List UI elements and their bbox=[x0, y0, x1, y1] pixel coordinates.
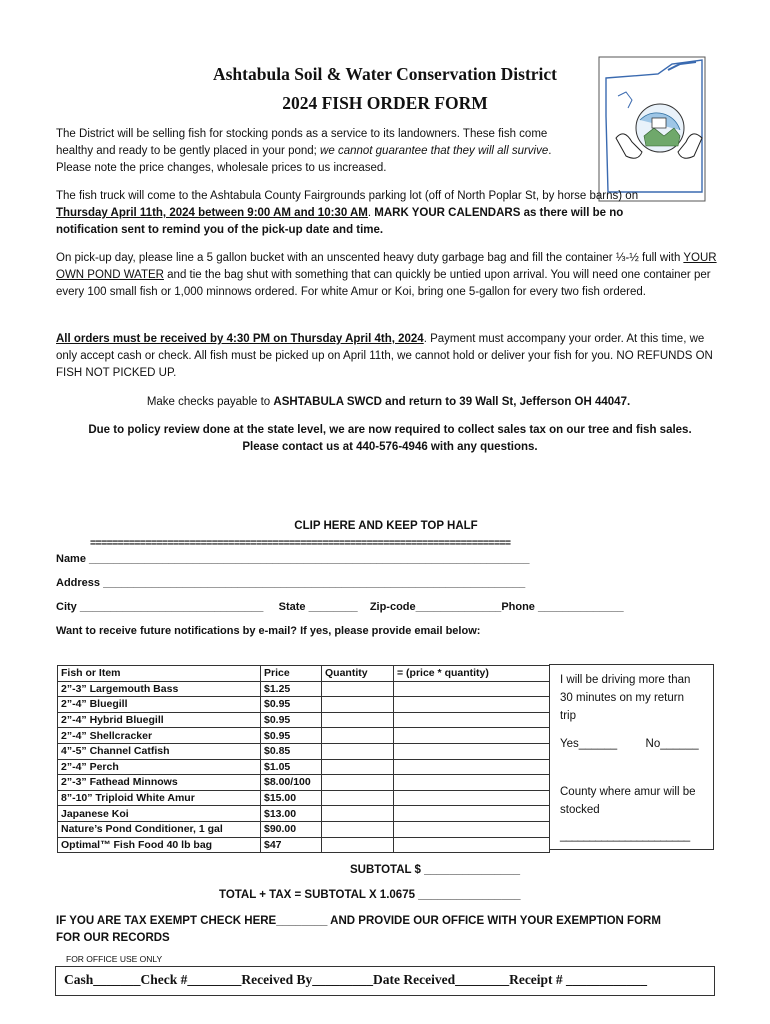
quantity-cell[interactable] bbox=[322, 759, 394, 775]
page-title: Ashtabula Soil & Water Conservation District bbox=[212, 64, 557, 84]
form-title: 2024 FISH ORDER FORM bbox=[282, 93, 488, 113]
quantity-cell[interactable] bbox=[322, 821, 394, 837]
col-header-quantity: Quantity bbox=[322, 666, 394, 682]
item-cell: 2”-3” Largemouth Bass bbox=[58, 681, 261, 697]
city-state-zip-phone-row bbox=[56, 601, 624, 613]
total-cell[interactable] bbox=[394, 821, 550, 837]
quantity-cell[interactable] bbox=[322, 790, 394, 806]
email-prompt: Want to receive future notifications by e-mail? If yes, please provide email below: bbox=[56, 625, 481, 637]
state-label: State bbox=[278, 601, 306, 613]
table-row bbox=[58, 743, 550, 759]
price-cell: $47 bbox=[261, 837, 322, 853]
price-cell: $15.00 bbox=[261, 790, 322, 806]
yes-field[interactable]: Yes______ bbox=[560, 738, 618, 750]
zip-field[interactable]: ______________ bbox=[415, 601, 502, 613]
item-cell: Nature’s Pond Conditioner, 1 gal bbox=[58, 821, 261, 837]
name-field[interactable]: Name ________________________________________________________________________ bbox=[56, 553, 530, 565]
phone-label: Phone bbox=[501, 601, 535, 613]
quantity-cell[interactable] bbox=[322, 728, 394, 744]
county-field[interactable]: ______________________ bbox=[560, 830, 690, 842]
item-cell: Japanese Koi bbox=[58, 806, 261, 822]
office-use-label: FOR OFFICE USE ONLY bbox=[66, 954, 163, 964]
total-cell[interactable] bbox=[394, 759, 550, 775]
item-cell: 4”-5” Channel Catfish bbox=[58, 743, 261, 759]
clip-label: CLIP HERE AND KEEP TOP HALF bbox=[294, 520, 478, 532]
county-label: County where amur will be stocked bbox=[560, 786, 696, 816]
subtotal-field[interactable]: SUBTOTAL $ _______________ bbox=[350, 864, 521, 876]
table-row bbox=[58, 712, 550, 728]
intro-paragraph-3: On pick-up day, please line a 5 gallon bucket with an unscented heavy duty garbage bag and fill the container ⅓-½ full with YOUR OWN POND WATER and tie the bag shut with something that can quickly be untied upon arrival. You will need one container per every 100 small fish or 1,000 minnows ordered. For white Amur or Koi, bring one 5-gallon for every two fish ordered. bbox=[56, 252, 717, 298]
total-cell[interactable] bbox=[394, 775, 550, 791]
price-cell: $0.95 bbox=[261, 697, 322, 713]
price-cell: $13.00 bbox=[261, 806, 322, 822]
table-row bbox=[58, 728, 550, 744]
yes-no-row bbox=[560, 735, 703, 753]
table-row bbox=[58, 681, 550, 697]
quantity-cell[interactable] bbox=[322, 743, 394, 759]
district-logo-icon bbox=[598, 56, 706, 202]
item-cell: 2”-4” Shellcracker bbox=[58, 728, 261, 744]
table-row bbox=[58, 821, 550, 837]
quantity-cell[interactable] bbox=[322, 806, 394, 822]
total-cell[interactable] bbox=[394, 806, 550, 822]
item-cell: Optimal™ Fish Food 40 lb bag bbox=[58, 837, 261, 853]
col-header-total: = (price * quantity) bbox=[394, 666, 550, 682]
total-cell[interactable] bbox=[394, 837, 550, 853]
col-header-price: Price bbox=[261, 666, 322, 682]
item-cell: 2”-3” Fathead Minnows bbox=[58, 775, 261, 791]
office-fields: Cash_______Check #________Received By_________Date Received________Receipt # ____________ bbox=[64, 972, 648, 987]
table-row bbox=[58, 775, 550, 791]
price-cell: $1.05 bbox=[261, 759, 322, 775]
item-cell: 2”-4” Hybrid Bluegill bbox=[58, 712, 261, 728]
total-cell[interactable] bbox=[394, 743, 550, 759]
clip-separator: ============================================================================ bbox=[90, 537, 511, 549]
quantity-cell[interactable] bbox=[322, 697, 394, 713]
driving-question: I will be driving more than 30 minutes on my return trip bbox=[560, 674, 691, 722]
intro-paragraph-1: The District will be selling fish for stocking ponds as a service to its landowners. These fish come healthy and ready to be gently placed in your pond; we cannot guarantee that they will all survive. Please note the price changes, wholesale prices to us increased. bbox=[56, 128, 552, 174]
total-field[interactable]: TOTAL + TAX = SUBTOTAL X 1.0675 ________________ bbox=[219, 889, 521, 901]
total-cell[interactable] bbox=[394, 790, 550, 806]
no-field[interactable]: No______ bbox=[645, 738, 699, 750]
price-cell: $0.85 bbox=[261, 743, 322, 759]
total-cell[interactable] bbox=[394, 712, 550, 728]
price-cell: $0.95 bbox=[261, 728, 322, 744]
payment-instructions: Make checks payable to ASHTABULA SWCD and return to 39 Wall St, Jefferson OH 44047. bbox=[146, 396, 631, 408]
address-field[interactable]: Address _____________________________________________________________________ bbox=[56, 577, 526, 589]
item-cell: 2”-4” Bluegill bbox=[58, 697, 261, 713]
office-use-box bbox=[55, 966, 715, 996]
item-cell: 8”-10” Triploid White Amur bbox=[58, 790, 261, 806]
tax-exempt-checkbox[interactable]: IF YOU ARE TAX EXEMPT CHECK HERE________ AND PROVIDE OUR OFFICE WITH YOUR EXEMPTION FORM bbox=[56, 915, 661, 927]
table-row bbox=[58, 837, 550, 853]
table-row bbox=[58, 806, 550, 822]
tax-exempt-notice: IF YOU ARE TAX EXEMPT CHECK HERE________ AND PROVIDE OUR OFFICE WITH YOUR EXEMPTION FORM FOR OUR RECORDS bbox=[56, 915, 661, 944]
intro-paragraph-2: The fish truck will come to the Ashtabula County Fairgrounds parking lot (off of North Poplar St, by horse barns) on Thursday April 11th, 2024 between 9:00 AM and 10:30 AM. MARK YOUR CALENDARS as there will be no notification sent to remind you of the pick-up date and time. bbox=[56, 190, 639, 236]
total-cell[interactable] bbox=[394, 681, 550, 697]
price-cell: $1.25 bbox=[261, 681, 322, 697]
item-cell: 2”-4” Perch bbox=[58, 759, 261, 775]
total-cell[interactable] bbox=[394, 697, 550, 713]
price-cell: $0.95 bbox=[261, 712, 322, 728]
state-field[interactable]: ________ bbox=[308, 601, 358, 613]
table-row bbox=[58, 697, 550, 713]
city-label: City bbox=[56, 601, 77, 613]
table-row bbox=[58, 759, 550, 775]
total-cell[interactable] bbox=[394, 728, 550, 744]
price-cell: $8.00/100 bbox=[261, 775, 322, 791]
quantity-cell[interactable] bbox=[322, 837, 394, 853]
intro-paragraph-4: All orders must be received by 4:30 PM on Thursday April 4th, 2024. Payment must accompany your order. At this time, we only accept cash or check. All fish must be picked up on April 11th, we cannot hold or deliver your fish for you. NO REFUNDS ON FISH NOT PICKED UP. bbox=[56, 333, 713, 379]
order-table bbox=[57, 665, 550, 853]
table-header-row bbox=[58, 666, 550, 682]
quantity-cell[interactable] bbox=[322, 775, 394, 791]
driving-info-box bbox=[549, 664, 714, 850]
city-field[interactable]: ______________________________ bbox=[79, 601, 264, 613]
quantity-cell[interactable] bbox=[322, 681, 394, 697]
table-row bbox=[58, 790, 550, 806]
phone-field[interactable]: ______________ bbox=[538, 601, 624, 613]
quantity-cell[interactable] bbox=[322, 712, 394, 728]
sales-tax-notice: Due to policy review done at the state level, we are now required to collect sales tax on our tree and fish sales. Please contact us at 440-576-4946 with any questions. bbox=[88, 424, 692, 453]
price-cell: $90.00 bbox=[261, 821, 322, 837]
col-header-item: Fish or Item bbox=[58, 666, 261, 682]
zip-label: Zip-code bbox=[369, 601, 416, 613]
